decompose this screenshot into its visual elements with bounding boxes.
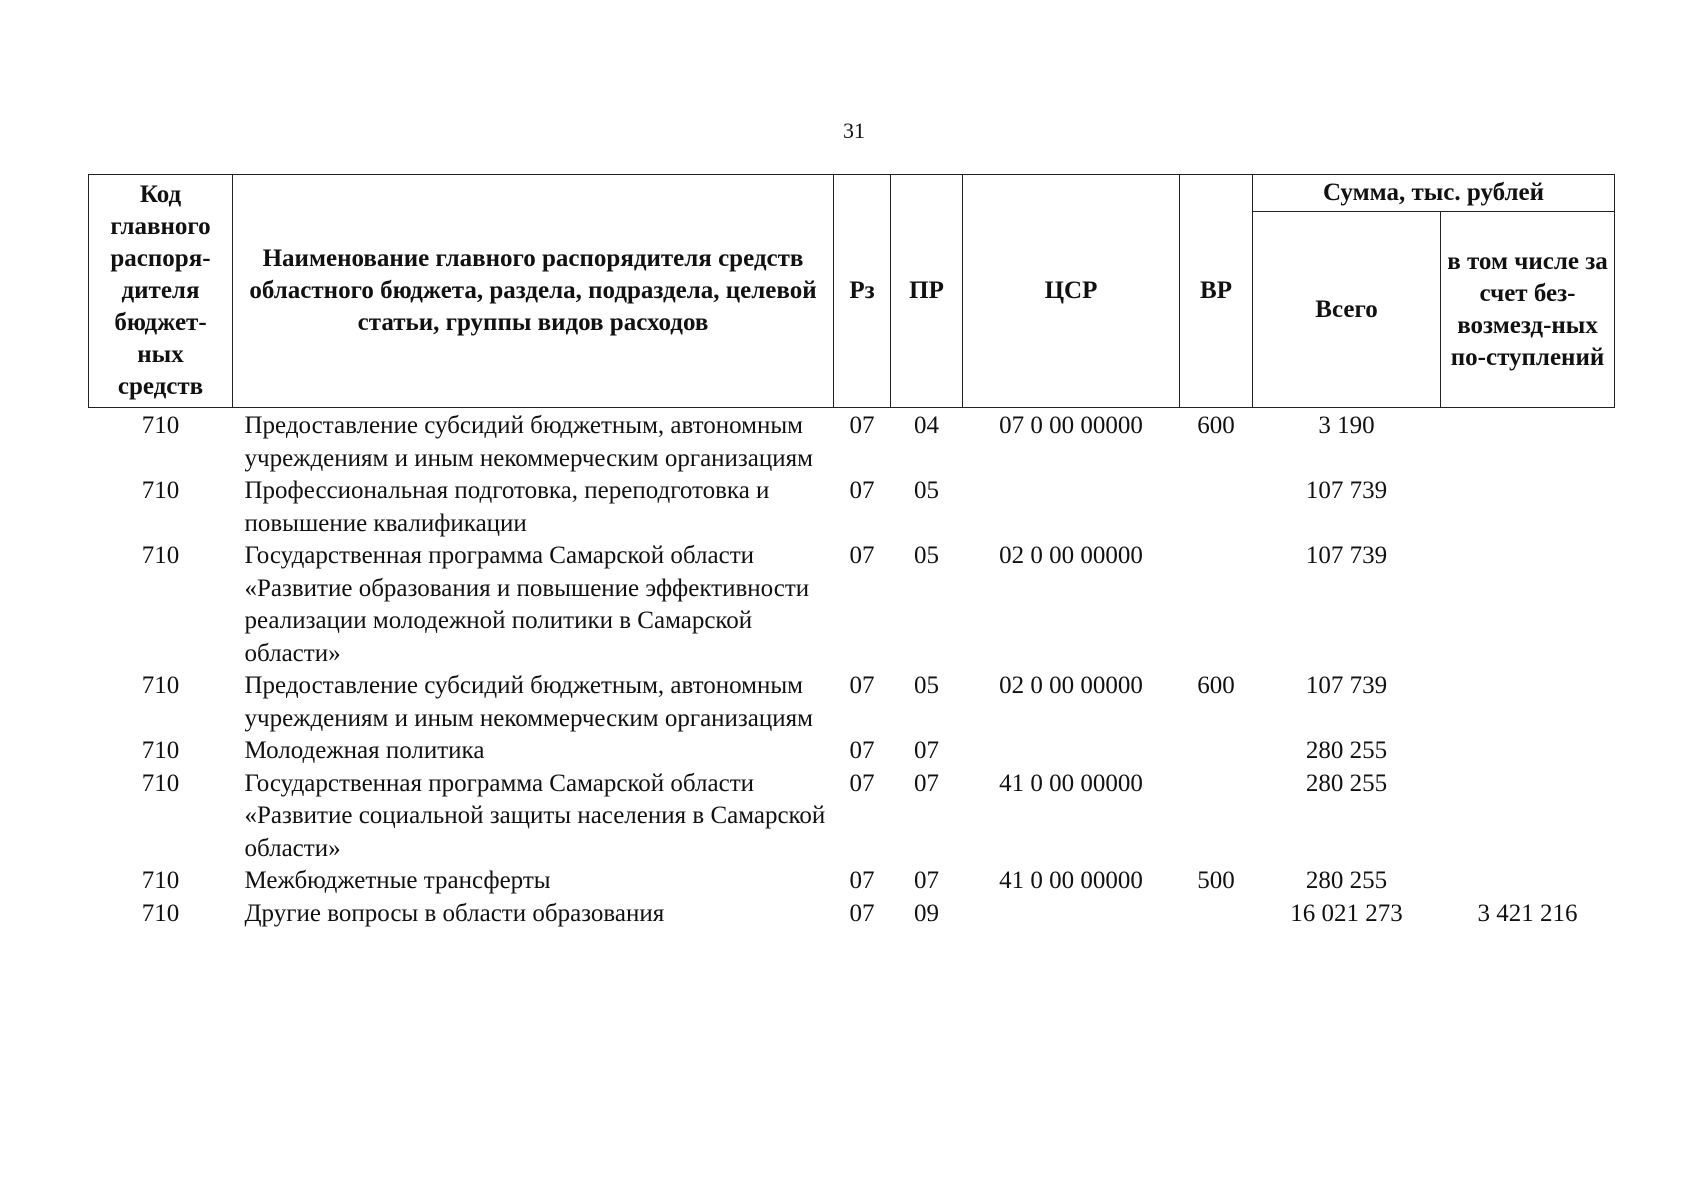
header-name: Наименование главного распорядителя средств областного бюджета, раздела, подраздела, целевой статьи, группы видов расходов [233,175,834,408]
cell-total: 107 739 [1305,672,1388,699]
table-row [89,475,1615,540]
cell-pr: 07 [914,867,939,894]
cell-free [1441,735,1615,768]
cell-total: 107 739 [1305,477,1388,504]
cell-code: 710 [141,769,180,797]
table-row [89,540,1615,670]
cell-pr: 05 [914,477,939,504]
cell-vr [1180,768,1253,866]
cell-csr: 07 0 00 00000 [999,412,1143,439]
header-total: Всего [1253,212,1441,408]
table-row [89,735,1615,768]
cell-rz: 07 [849,769,875,797]
cell-free: 3 421 216 [1477,899,1578,927]
cell-name: Профессиональная подготовка, переподготовка и повышение квалификации [244,477,770,537]
cell-code: 710 [141,899,180,927]
cell-name: Межбюджетные трансферты [244,867,551,894]
cell-rz: 07 [849,867,875,894]
cell-free [1441,865,1615,898]
cell-free [1441,408,1615,476]
cell-total: 280 255 [1305,737,1388,764]
cell-free [1441,670,1615,735]
cell-rz: 07 [849,542,875,569]
cell-name: Государственная программа Самарской области «Развитие социальной защиты населения в Самарской области» [244,769,826,862]
cell-rz: 07 [849,477,875,504]
cell-name: Государственная программа Самарской области «Развитие образования и повышение эффективности реализации молодежной политики в Самарской области» [244,542,810,667]
header-rz: Рз [834,175,891,408]
cell-free [1441,475,1615,540]
cell-vr [1180,540,1253,670]
cell-total: 16 021 273 [1290,899,1403,927]
table-body [89,408,1615,931]
table-row [89,898,1615,931]
budget-table [88,174,1615,930]
cell-csr: 41 0 00 00000 [999,769,1143,797]
header-csr: ЦСР [963,175,1180,408]
cell-name: Молодежная политика [244,737,485,764]
cell-free [1441,768,1615,866]
header-pr: ПР [891,175,963,408]
cell-vr [1180,735,1253,768]
cell-csr: 02 0 00 00000 [999,672,1143,699]
page-number: 31 [843,118,865,143]
cell-pr: 05 [914,542,939,569]
cell-pr: 09 [914,899,939,927]
cell-code: 710 [141,542,180,569]
cell-code: 710 [141,477,180,504]
cell-rz: 07 [849,412,875,439]
cell-name: Другие вопросы в области образования [244,899,665,927]
header-code: Код главного распоря-дителя бюджет-ных средств [89,175,233,408]
cell-vr: 600 [1197,412,1235,439]
cell-free [1441,540,1615,670]
cell-code: 710 [141,867,180,894]
cell-csr: 02 0 00 00000 [999,542,1143,569]
cell-total: 280 255 [1305,867,1388,894]
cell-csr [963,735,1180,768]
cell-code: 710 [141,412,180,439]
cell-csr [963,898,1180,931]
cell-rz: 07 [849,899,875,927]
table-row [89,670,1615,735]
cell-pr: 07 [914,737,939,764]
cell-pr: 04 [914,412,939,439]
cell-pr: 05 [914,672,939,699]
header-free: в том числе за счет без-возмезд-ных по-ступлений [1441,212,1615,408]
table-row [89,408,1615,476]
cell-total: 3 190 [1318,412,1375,439]
table-row [89,865,1615,898]
cell-csr: 41 0 00 00000 [999,867,1143,894]
cell-vr [1180,898,1253,931]
cell-vr: 500 [1197,867,1235,894]
cell-name: Предоставление субсидий бюджетным, автономным учреждениям и иным некоммерческим организациям [244,412,813,472]
cell-code: 710 [141,737,180,764]
cell-code: 710 [141,672,180,699]
header-sum: Сумма, тыс. рублей [1253,175,1615,212]
cell-rz: 07 [849,737,875,764]
cell-vr: 600 [1197,672,1235,699]
table-row [89,768,1615,866]
cell-total: 280 255 [1305,769,1388,797]
cell-pr: 07 [914,769,939,797]
cell-vr [1180,475,1253,540]
cell-rz: 07 [849,672,875,699]
cell-total: 107 739 [1305,542,1388,569]
header-vr: ВР [1180,175,1253,408]
cell-csr [963,475,1180,540]
table-header [89,175,1615,408]
cell-name: Предоставление субсидий бюджетным, автономным учреждениям и иным некоммерческим организациям [244,672,813,732]
